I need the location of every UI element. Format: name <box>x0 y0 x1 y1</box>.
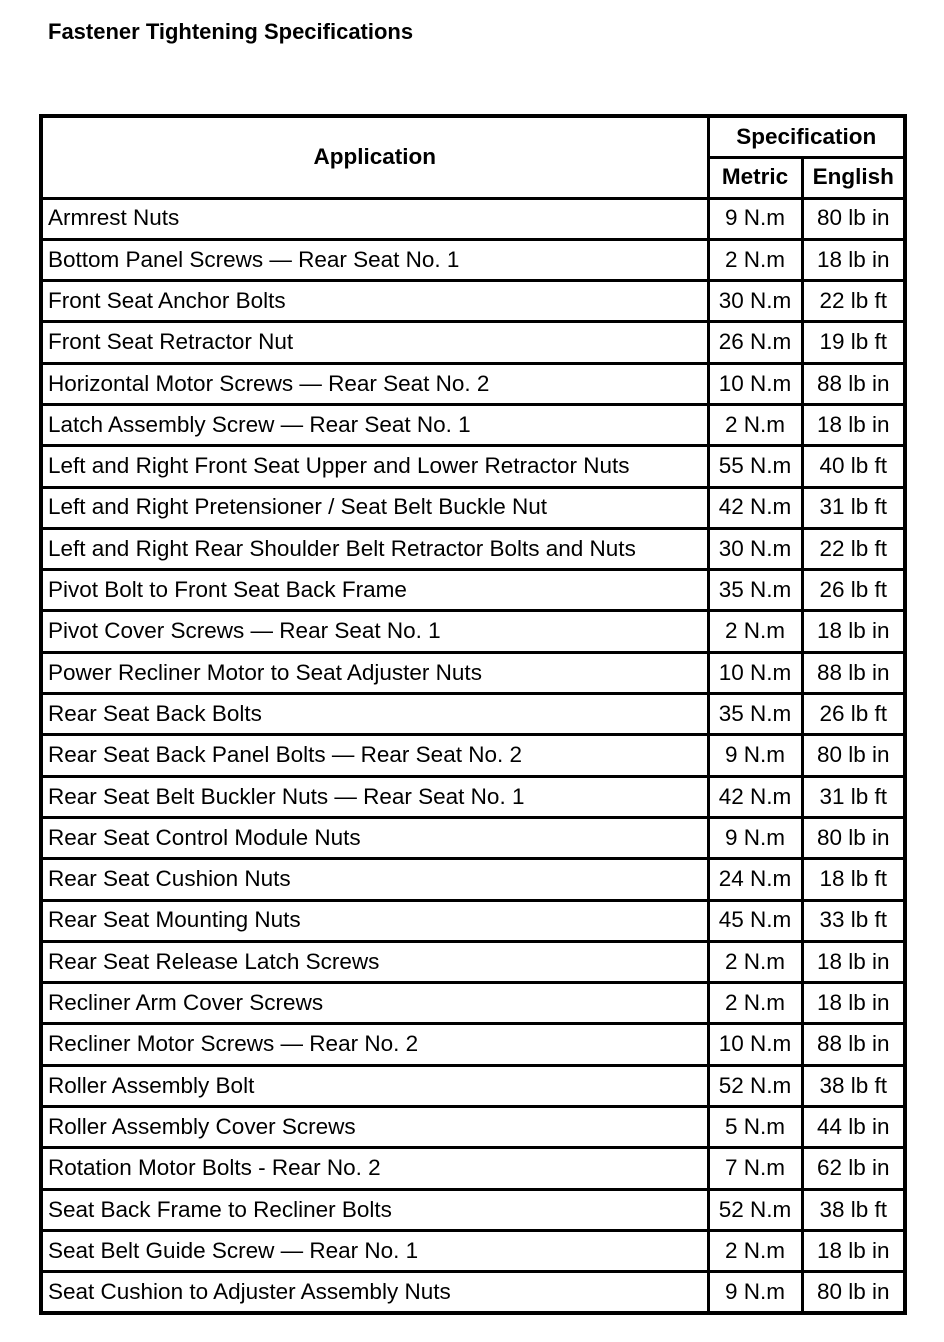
english-cell: 38 lb ft <box>802 1065 905 1106</box>
application-cell: Left and Right Front Seat Upper and Lower Retractor Nuts <box>41 446 708 487</box>
table-row <box>41 652 905 693</box>
table-row <box>41 735 905 776</box>
metric-cell: 35 N.m <box>708 570 802 611</box>
application-cell: Recliner Motor Screws — Rear No. 2 <box>41 1024 708 1065</box>
table-row <box>41 1189 905 1230</box>
english-cell: 18 lb in <box>802 1230 905 1271</box>
metric-cell: 2 N.m <box>708 611 802 652</box>
metric-cell: 2 N.m <box>708 239 802 280</box>
application-cell: Pivot Cover Screws — Rear Seat No. 1 <box>41 611 708 652</box>
application-cell: Left and Right Pretensioner / Seat Belt Buckle Nut <box>41 487 708 528</box>
table-body <box>41 198 905 1313</box>
english-cell: 80 lb in <box>802 198 905 239</box>
application-cell: Rear Seat Cushion Nuts <box>41 859 708 900</box>
metric-cell: 2 N.m <box>708 941 802 982</box>
table-row <box>41 281 905 322</box>
metric-cell: 45 N.m <box>708 900 802 941</box>
application-cell: Horizontal Motor Screws — Rear Seat No. 2 <box>41 363 708 404</box>
application-cell: Latch Assembly Screw — Rear Seat No. 1 <box>41 404 708 445</box>
metric-cell: 2 N.m <box>708 1230 802 1271</box>
table-row <box>41 1230 905 1271</box>
english-cell: 80 lb in <box>802 817 905 858</box>
table-row <box>41 404 905 445</box>
application-cell: Front Seat Retractor Nut <box>41 322 708 363</box>
english-cell: 38 lb ft <box>802 1189 905 1230</box>
metric-cell: 52 N.m <box>708 1065 802 1106</box>
english-cell: 18 lb ft <box>802 859 905 900</box>
table-row <box>41 1272 905 1313</box>
metric-cell: 42 N.m <box>708 776 802 817</box>
page-title: Fastener Tightening Specifications <box>48 19 414 44</box>
english-cell: 31 lb ft <box>802 487 905 528</box>
metric-cell: 5 N.m <box>708 1107 802 1148</box>
application-cell: Seat Belt Guide Screw — Rear No. 1 <box>41 1230 708 1271</box>
english-cell: 26 lb ft <box>802 570 905 611</box>
table-row <box>41 1024 905 1065</box>
english-cell: 88 lb in <box>802 1024 905 1065</box>
table-header <box>41 116 905 198</box>
metric-cell: 52 N.m <box>708 1189 802 1230</box>
table-row <box>41 487 905 528</box>
metric-cell: 9 N.m <box>708 1272 802 1313</box>
metric-cell: 2 N.m <box>708 404 802 445</box>
table-row <box>41 363 905 404</box>
application-cell: Rear Seat Control Module Nuts <box>41 817 708 858</box>
english-cell: 18 lb in <box>802 983 905 1024</box>
english-cell: 44 lb in <box>802 1107 905 1148</box>
application-cell: Pivot Bolt to Front Seat Back Frame <box>41 570 708 611</box>
application-column-header: Application <box>41 116 708 198</box>
fastener-spec-table <box>39 114 907 1315</box>
application-cell: Rear Seat Belt Buckler Nuts — Rear Seat No. 1 <box>41 776 708 817</box>
metric-cell: 35 N.m <box>708 694 802 735</box>
english-cell: 18 lb in <box>802 611 905 652</box>
metric-cell: 9 N.m <box>708 817 802 858</box>
application-cell: Front Seat Anchor Bolts <box>41 281 708 322</box>
english-cell: 40 lb ft <box>802 446 905 487</box>
application-cell: Rear Seat Release Latch Screws <box>41 941 708 982</box>
metric-cell: 9 N.m <box>708 735 802 776</box>
metric-cell: 10 N.m <box>708 1024 802 1065</box>
header-row-top <box>41 116 905 157</box>
table-row <box>41 1107 905 1148</box>
metric-cell: 55 N.m <box>708 446 802 487</box>
specification-column-header: Specification <box>708 116 905 157</box>
metric-cell: 24 N.m <box>708 859 802 900</box>
english-cell: 33 lb ft <box>802 900 905 941</box>
metric-cell: 26 N.m <box>708 322 802 363</box>
metric-cell: 10 N.m <box>708 652 802 693</box>
english-cell: 31 lb ft <box>802 776 905 817</box>
table-row <box>41 694 905 735</box>
application-cell: Roller Assembly Cover Screws <box>41 1107 708 1148</box>
english-cell: 80 lb in <box>802 735 905 776</box>
metric-cell: 42 N.m <box>708 487 802 528</box>
table-row <box>41 611 905 652</box>
english-cell: 18 lb in <box>802 239 905 280</box>
table-row <box>41 239 905 280</box>
metric-cell: 30 N.m <box>708 528 802 569</box>
english-cell: 18 lb in <box>802 941 905 982</box>
table-row <box>41 859 905 900</box>
table-row <box>41 776 905 817</box>
application-cell: Armrest Nuts <box>41 198 708 239</box>
english-cell: 22 lb ft <box>802 281 905 322</box>
table-row <box>41 817 905 858</box>
application-cell: Rear Seat Back Panel Bolts — Rear Seat No. 2 <box>41 735 708 776</box>
application-cell: Seat Cushion to Adjuster Assembly Nuts <box>41 1272 708 1313</box>
english-cell: 88 lb in <box>802 652 905 693</box>
application-cell: Bottom Panel Screws — Rear Seat No. 1 <box>41 239 708 280</box>
application-cell: Rear Seat Mounting Nuts <box>41 900 708 941</box>
table-row <box>41 528 905 569</box>
english-cell: 26 lb ft <box>802 694 905 735</box>
application-cell: Seat Back Frame to Recliner Bolts <box>41 1189 708 1230</box>
metric-cell: 30 N.m <box>708 281 802 322</box>
application-cell: Roller Assembly Bolt <box>41 1065 708 1106</box>
metric-cell: 2 N.m <box>708 983 802 1024</box>
english-cell: 18 lb in <box>802 404 905 445</box>
metric-cell: 9 N.m <box>708 198 802 239</box>
metric-cell: 7 N.m <box>708 1148 802 1189</box>
english-cell: 88 lb in <box>802 363 905 404</box>
table-row <box>41 198 905 239</box>
english-cell: 62 lb in <box>802 1148 905 1189</box>
table-row <box>41 900 905 941</box>
application-cell: Rear Seat Back Bolts <box>41 694 708 735</box>
application-cell: Power Recliner Motor to Seat Adjuster Nuts <box>41 652 708 693</box>
application-cell: Left and Right Rear Shoulder Belt Retractor Bolts and Nuts <box>41 528 708 569</box>
english-cell: 80 lb in <box>802 1272 905 1313</box>
table-row <box>41 983 905 1024</box>
english-cell: 19 lb ft <box>802 322 905 363</box>
metric-column-header: Metric <box>708 157 802 198</box>
application-cell: Recliner Arm Cover Screws <box>41 983 708 1024</box>
table-row <box>41 941 905 982</box>
table-row <box>41 446 905 487</box>
table-row <box>41 1065 905 1106</box>
application-cell: Rotation Motor Bolts - Rear No. 2 <box>41 1148 708 1189</box>
table-row <box>41 1148 905 1189</box>
english-cell: 22 lb ft <box>802 528 905 569</box>
table-row <box>41 570 905 611</box>
english-column-header: English <box>802 157 905 198</box>
metric-cell: 10 N.m <box>708 363 802 404</box>
table-row <box>41 322 905 363</box>
